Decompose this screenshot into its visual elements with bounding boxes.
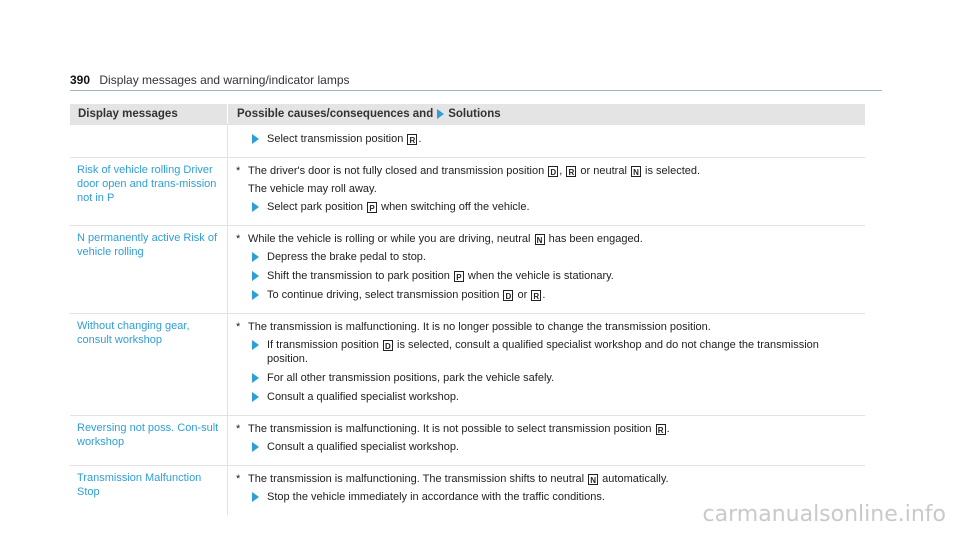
gear-key-r: R xyxy=(566,166,576,177)
solution-cell xyxy=(228,125,865,157)
arrow-right-icon xyxy=(252,290,259,300)
cause-item: * The transmission is malfunctioning. The transmission shifts to neutral N automatically. xyxy=(236,473,669,485)
message-cell: Reversing not poss. Con-sult workshop xyxy=(70,416,228,465)
gear-key-d: D xyxy=(548,166,558,177)
gear-key-n: N xyxy=(535,234,545,245)
col-header-messages: Display messages xyxy=(70,104,228,124)
table-row xyxy=(70,415,865,465)
message-cell: N permanently active Risk of vehicle rolling xyxy=(70,226,228,313)
arrow-right-icon xyxy=(252,271,259,281)
table-row xyxy=(70,124,865,157)
page-header xyxy=(70,72,882,91)
asterisk-icon: * xyxy=(236,233,241,245)
solution-step: Select park position P when switching off the vehicle. xyxy=(236,200,859,214)
gear-key-p: P xyxy=(367,202,377,213)
solution-step: Depress the brake pedal to stop. xyxy=(236,250,859,264)
page-title: Display messages and warning/indicator lamps xyxy=(99,73,350,87)
asterisk-icon: * xyxy=(236,473,241,485)
table-row xyxy=(70,157,865,225)
solution-step: Consult a qualified specialist workshop. xyxy=(236,390,859,404)
solution-step: Select transmission position R . xyxy=(236,132,859,146)
message-cell: Risk of vehicle rolling Driver door open and trans-mission not in P xyxy=(70,158,228,225)
solution-cell xyxy=(228,226,865,313)
cause-note: The vehicle may roll away. xyxy=(248,183,377,195)
arrow-right-icon xyxy=(437,109,444,119)
asterisk-icon: * xyxy=(236,321,241,333)
arrow-right-icon xyxy=(252,442,259,452)
table-row xyxy=(70,225,865,313)
solution-step: If transmission position D is selected, consult a qualified specialist workshop and do not change the transmission position. xyxy=(236,338,859,366)
solution-cell xyxy=(228,416,865,465)
gear-key-n: N xyxy=(588,474,598,485)
arrow-right-icon xyxy=(252,202,259,212)
message-cell xyxy=(70,125,228,157)
gear-key-d: D xyxy=(503,290,513,301)
page-number: 390 xyxy=(70,73,91,87)
cause-item: * The driver's door is not fully closed and transmission position D , R or neutral N is selected. xyxy=(236,165,701,177)
solution-cell xyxy=(228,314,865,415)
col-header-solutions-label: Solutions xyxy=(448,108,501,120)
arrow-right-icon xyxy=(252,392,259,402)
asterisk-icon: * xyxy=(236,423,241,435)
message-cell: Without changing gear, consult workshop xyxy=(70,314,228,415)
solution-step: For all other transmission positions, park the vehicle safely. xyxy=(236,371,859,385)
solution-step: Stop the vehicle immediately in accordance with the traffic conditions. xyxy=(236,490,859,504)
table-row xyxy=(70,313,865,415)
arrow-right-icon xyxy=(252,252,259,262)
cause-item: * The transmission is malfunctioning. It is not possible to select transmission position R . xyxy=(236,423,670,435)
gear-key-r: R xyxy=(407,134,417,145)
arrow-right-icon xyxy=(252,134,259,144)
col-header-causes xyxy=(228,104,865,124)
gear-key-n: N xyxy=(631,166,641,177)
table-header-row xyxy=(70,104,865,124)
display-messages-table xyxy=(70,104,865,515)
solution-cell xyxy=(228,158,865,225)
arrow-right-icon xyxy=(252,492,259,502)
gear-key-d: D xyxy=(383,340,393,351)
arrow-right-icon xyxy=(252,373,259,383)
watermark: carmanualsonline.info xyxy=(702,502,946,527)
solution-step: Shift the transmission to park position P when the vehicle is stationary. xyxy=(236,269,859,283)
gear-key-r: R xyxy=(531,290,541,301)
asterisk-icon: * xyxy=(236,165,241,177)
col-header-causes-label: Possible causes/consequences and xyxy=(237,108,434,120)
cause-item: * While the vehicle is rolling or while you are driving, neutral N has been engaged. xyxy=(236,233,643,245)
arrow-right-icon xyxy=(252,340,259,350)
solution-step: To continue driving, select transmission position D or R . xyxy=(236,288,859,302)
gear-key-p: P xyxy=(454,271,464,282)
gear-key-r: R xyxy=(656,424,666,435)
message-cell: Transmission Malfunction Stop xyxy=(70,466,228,515)
solution-step: Consult a qualified specialist workshop. xyxy=(236,440,859,454)
cause-item: * The transmission is malfunctioning. It is no longer possible to change the transmission position. xyxy=(236,321,711,333)
